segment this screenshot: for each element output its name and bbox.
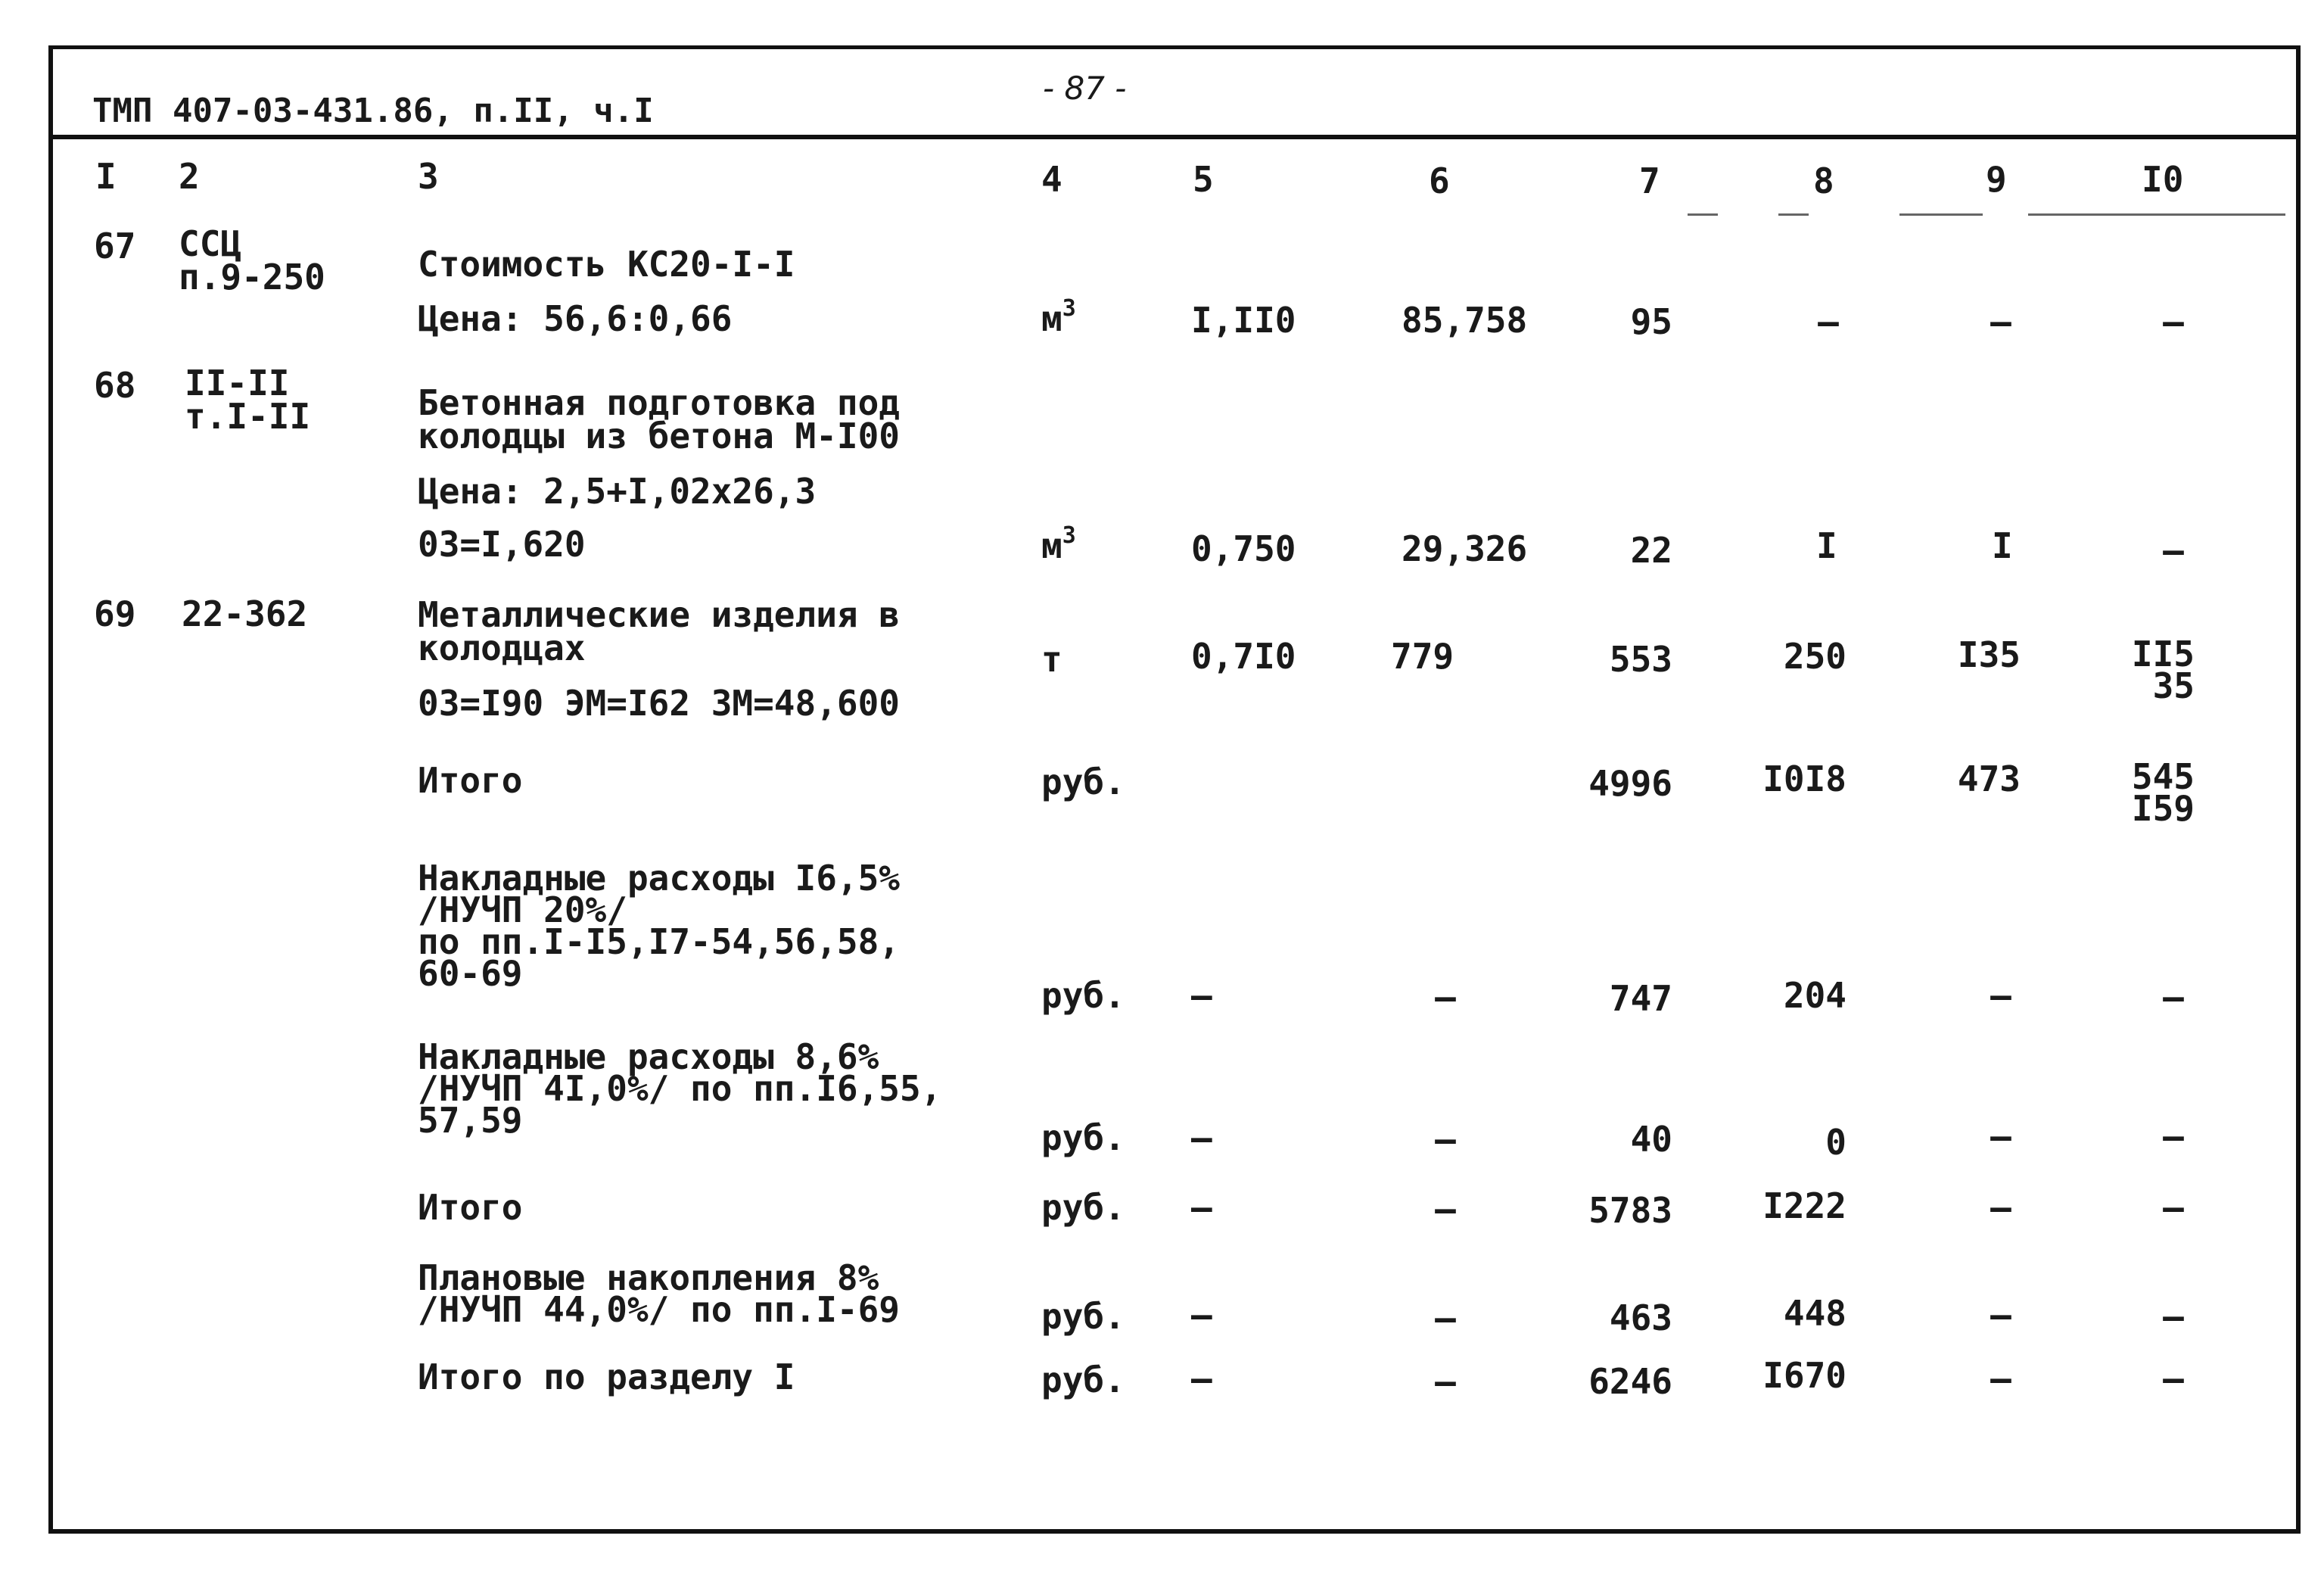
row-col-9: I35 <box>1957 634 2021 675</box>
row-price-formula: Цена: 2,5+I,02х26,3 <box>418 471 817 512</box>
row-col-10: – <box>2163 1116 2184 1157</box>
row-cost-note: 03=I90 ЭМ=I62 ЗМ=48,600 <box>418 683 900 724</box>
row-unit: руб. <box>1041 1296 1125 1337</box>
row-description-2: Цена: 56,6:0,66 <box>418 298 733 339</box>
faint-rule <box>2028 213 2285 216</box>
col-header-9: 9 <box>1986 159 2007 200</box>
row-description: Стоимость КС20-I-I <box>418 244 795 285</box>
row-unit-price: 85,758 <box>1402 300 1528 341</box>
row-unit: $м^3$ <box>1041 522 1076 566</box>
row-col-8: I222 <box>1762 1185 1846 1226</box>
row-col-10: – <box>2163 1358 2184 1399</box>
row-col-10: – <box>2163 977 2184 1017</box>
row-total: 5783 <box>1588 1190 1672 1231</box>
row-unit-price: – <box>1435 1119 1456 1160</box>
row-unit: руб. <box>1041 762 1125 802</box>
row-quantity: – <box>1191 1294 1212 1335</box>
document-reference: ТМП 407-03-431.86, п.II, ч.I <box>92 92 654 130</box>
row-reference-2: п.9-250 <box>179 257 325 297</box>
row-description: Плановые накопления 8% <box>418 1257 879 1298</box>
row-description-4: 60-69 <box>418 953 523 994</box>
row-description-2: /НУЧП 44,0%/ по пп.I-69 <box>418 1289 900 1330</box>
col-header-3: 3 <box>418 156 439 197</box>
header-rule <box>48 135 2301 139</box>
row-unit: руб. <box>1041 1117 1125 1158</box>
row-quantity: – <box>1191 1358 1212 1399</box>
col-header-10: I0 <box>2142 159 2184 200</box>
row-description: Металлические изделия в <box>418 594 900 635</box>
row-description-3: по пп.I-I5,I7-54,56,58, <box>418 921 900 962</box>
row-col-9: – <box>1990 1358 2011 1399</box>
faint-rule <box>1778 213 1809 216</box>
row-col-10: – <box>2163 1187 2184 1228</box>
row-col-10: – <box>2163 1296 2184 1337</box>
row-col-9: – <box>1990 1187 2011 1228</box>
row-col-9: – <box>1990 975 2011 1016</box>
row-unit: руб. <box>1041 1360 1125 1400</box>
row-col-10: II5 <box>2131 634 2195 674</box>
row-description-2: колодцы из бетона М-I00 <box>418 416 900 456</box>
row-unit: руб. <box>1041 1187 1125 1228</box>
col-header-7: 7 <box>1639 160 1660 201</box>
row-unit-price: – <box>1435 1297 1456 1338</box>
row-quantity: – <box>1191 1187 1212 1228</box>
row-quantity: – <box>1191 1117 1212 1158</box>
row-unit-price: – <box>1435 1361 1456 1402</box>
row-col-8: 204 <box>1783 975 1846 1016</box>
row-col-8: I670 <box>1762 1355 1846 1396</box>
row-quantity: 0,7I0 <box>1191 636 1296 677</box>
row-description-3: 57,59 <box>418 1100 523 1141</box>
row-description-2: /НУЧП 4I,0%/ по пп.I6,55, <box>418 1068 942 1109</box>
row-reference: II-II <box>185 363 290 403</box>
row-col-8: 250 <box>1783 636 1846 677</box>
row-col-9: I <box>1992 525 2013 566</box>
col-header-2: 2 <box>179 156 200 197</box>
row-total: 4996 <box>1588 763 1672 804</box>
row-total: 95 <box>1630 301 1672 342</box>
row-description: Накладные расходы 8,6% <box>418 1036 879 1077</box>
row-unit-price: – <box>1435 977 1456 1017</box>
row-col-10: 545 <box>2131 756 2195 797</box>
row-col-9: – <box>1990 1294 2011 1335</box>
row-description-2: /НУЧП 20%/ <box>418 889 627 930</box>
row-unit-price: 29,326 <box>1402 528 1528 569</box>
row-description: Итого по разделу I <box>418 1357 795 1397</box>
faint-rule <box>1899 213 1983 216</box>
row-col-8: 0 <box>1825 1122 1846 1163</box>
row-col-9: – <box>1990 301 2011 342</box>
row-cost-note: 03=I,620 <box>418 524 586 565</box>
row-reference-2: т.I-II <box>185 396 311 437</box>
row-number: 69 <box>94 593 136 634</box>
row-description: Итого <box>418 760 523 801</box>
row-col-8: I0I8 <box>1762 758 1846 799</box>
row-col-10-sub: I59 <box>2131 788 2195 829</box>
row-total: 747 <box>1609 978 1672 1019</box>
row-number: 67 <box>94 226 136 266</box>
row-description: Итого <box>418 1187 523 1228</box>
row-total: 6246 <box>1588 1361 1672 1402</box>
page-number: - 87 - <box>1043 70 1127 107</box>
row-unit-price: – <box>1435 1188 1456 1229</box>
row-total: 553 <box>1609 639 1672 680</box>
row-unit: т <box>1041 639 1062 680</box>
row-quantity: I,II0 <box>1191 300 1296 341</box>
row-unit: $м^3$ <box>1041 294 1076 339</box>
row-col-9: 473 <box>1957 758 2021 799</box>
col-header-5: 5 <box>1193 159 1214 200</box>
col-header-8: 8 <box>1813 160 1834 201</box>
row-col-10: – <box>2163 301 2184 342</box>
row-quantity: 0,750 <box>1191 528 1296 569</box>
row-unit-price: 779 <box>1391 636 1454 677</box>
row-unit: руб. <box>1041 975 1125 1016</box>
row-reference: 22-362 <box>182 593 308 634</box>
row-total: 463 <box>1609 1297 1672 1338</box>
row-reference: ССЦ <box>179 223 242 264</box>
row-quantity: – <box>1191 975 1212 1016</box>
row-description: Бетонная подготовка под <box>418 382 900 423</box>
col-header-6: 6 <box>1429 160 1450 201</box>
col-header-4: 4 <box>1041 159 1062 200</box>
row-col-8: – <box>1818 301 1839 342</box>
faint-rule <box>1688 213 1718 216</box>
col-header-1: I <box>95 156 117 197</box>
row-description: Накладные расходы I6,5% <box>418 858 900 899</box>
row-total: 22 <box>1630 530 1672 571</box>
row-col-10-sub: 35 <box>2152 665 2195 706</box>
row-total: 40 <box>1630 1119 1672 1160</box>
row-description-2: колодцах <box>418 628 586 668</box>
row-col-8: I <box>1816 525 1837 566</box>
row-col-9: – <box>1990 1116 2011 1157</box>
row-number: 68 <box>94 365 136 406</box>
row-col-8: 448 <box>1783 1293 1846 1334</box>
row-col-10: – <box>2163 530 2184 571</box>
